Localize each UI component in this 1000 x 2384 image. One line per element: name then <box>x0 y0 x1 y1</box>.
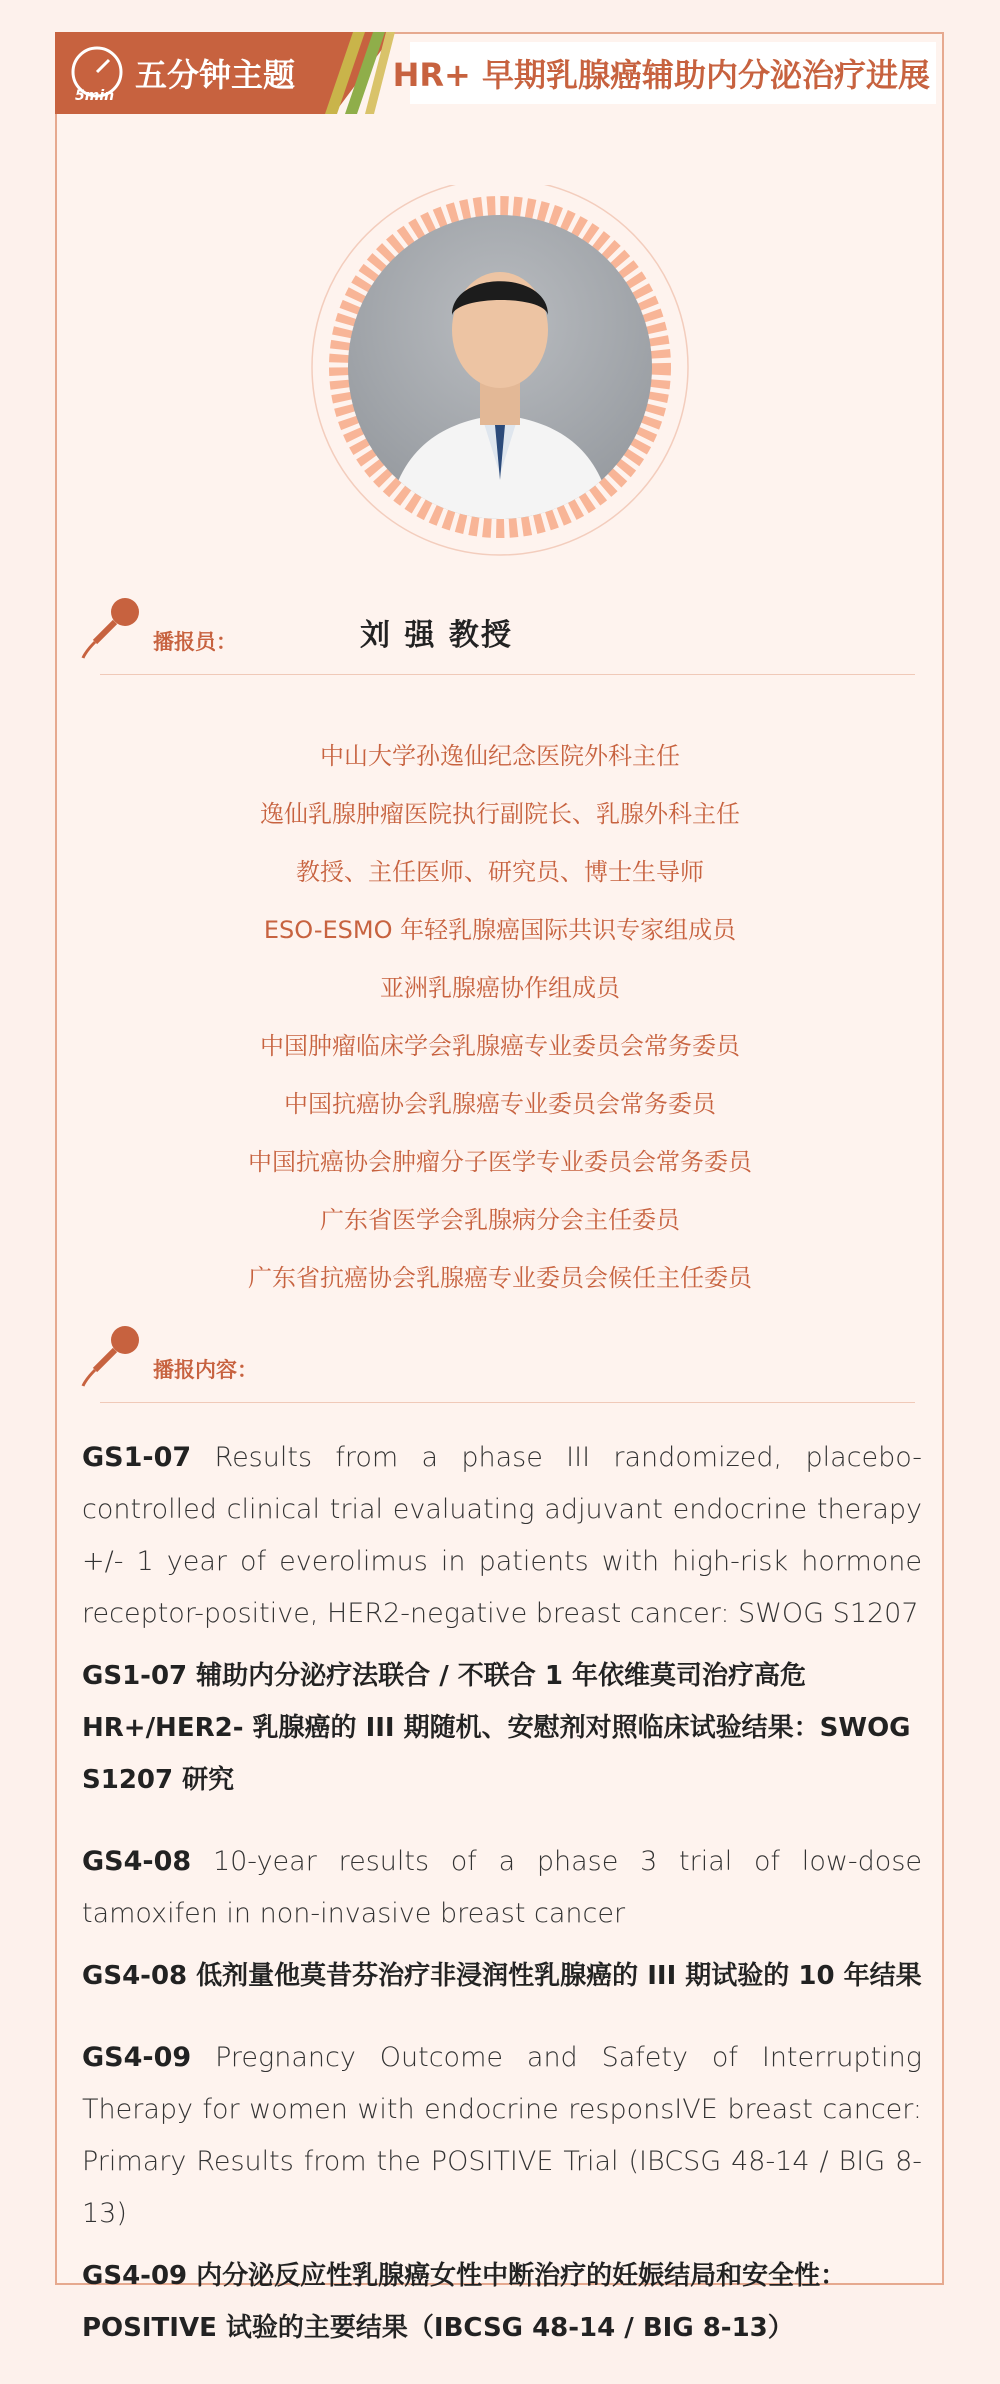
abstract-title-zh: GS4-08 低剂量他莫昔芬治疗非浸润性乳腺癌的 III 期试验的 10 年结果 <box>82 1961 922 1991</box>
microphone-icon <box>75 1318 147 1390</box>
title-line: 中国肿瘤临床学会乳腺癌专业委员会常务委员 <box>260 1032 740 1060</box>
title-line: 教授、主任医师、研究员、博士生导师 <box>296 858 704 886</box>
content-label: 播报内容： <box>153 1358 258 1382</box>
presenter-photo <box>348 215 652 519</box>
abstract-code: GS1-07 <box>82 1442 192 1473</box>
title-line: 中山大学孙逸仙纪念医院外科主任 <box>320 742 680 770</box>
title-line: 亚洲乳腺癌协作组成员 <box>380 974 620 1002</box>
portrait-area <box>300 185 700 585</box>
content-list <box>82 1432 922 2384</box>
header-label: 五分钟主题 <box>135 56 296 94</box>
title-line: 广东省抗癌协会乳腺癌专业委员会候任主任委员 <box>248 1264 752 1292</box>
stopwatch-icon <box>65 42 129 104</box>
presenter-label: 播报员： <box>153 630 237 654</box>
title-line: ESO-ESMO 年轻乳腺癌国际共识专家组成员 <box>263 916 737 944</box>
abstract-title-en: Pregnancy Outcome and Safety of Interrupting Therapy for women with endocrine responsIVE breast cancer: Primary Results from the POSITIVE Trial (IBCSG 48-14 / BIG 8-13) <box>82 2042 922 2229</box>
title-line: 逸仙乳腺肿瘤医院执行副院长、乳腺外科主任 <box>260 800 740 828</box>
abstract-code: GS4-08 <box>82 1846 192 1877</box>
abstract-en <box>82 1836 922 1940</box>
content-label-row <box>75 1318 915 1388</box>
page-title: HR+ 早期乳腺癌辅助内分泌治疗进展 <box>392 56 930 94</box>
abstract-en <box>82 2032 922 2240</box>
title-line: 中国抗癌协会肿瘤分子医学专业委员会常务委员 <box>248 1148 752 1176</box>
person-silhouette-icon <box>348 215 652 519</box>
header-banner <box>55 32 944 114</box>
abstract-title-zh: GS4-09 内分泌反应性乳腺癌女性中断治疗的妊娠结局和安全性：POSITIVE 试验的主要结果（IBCSG 48-14 / BIG 8-13） <box>82 2261 847 2343</box>
title-line: 广东省医学会乳腺病分会主任委员 <box>320 1206 680 1234</box>
presenter-name: 刘 强 教授 <box>360 618 513 653</box>
abstract-title-en: Results from a phase III randomized, placebo-controlled clinical trial evaluating adjuvant endocrine therapy +/- 1 year of everolimus in patients with high-risk hormone receptor-positive, HER2-negative breast cancer: SWOG S1207 <box>82 1442 922 1629</box>
header-title-box <box>392 42 936 104</box>
title-line: 中国抗癌协会乳腺癌专业委员会常务委员 <box>284 1090 716 1118</box>
divider <box>100 1402 915 1403</box>
abstract-title-zh: GS1-07 辅助内分泌疗法联合 / 不联合 1 年依维莫司治疗高危 HR+/HER2- 乳腺癌的 III 期随机、安慰剂对照临床试验结果：SWOG S1207 研究 <box>82 1661 911 1795</box>
logo-text: 5min <box>75 88 115 104</box>
abstract-title-en: 10-year results of a phase 3 trial of low-dose tamoxifen in non-invasive breast cancer <box>82 1846 922 1929</box>
microphone-icon <box>75 590 147 662</box>
abstract-code: GS4-09 <box>82 2042 192 2073</box>
divider <box>100 674 915 675</box>
abstract-en <box>82 1432 922 1640</box>
presenter-titles <box>100 736 900 1316</box>
